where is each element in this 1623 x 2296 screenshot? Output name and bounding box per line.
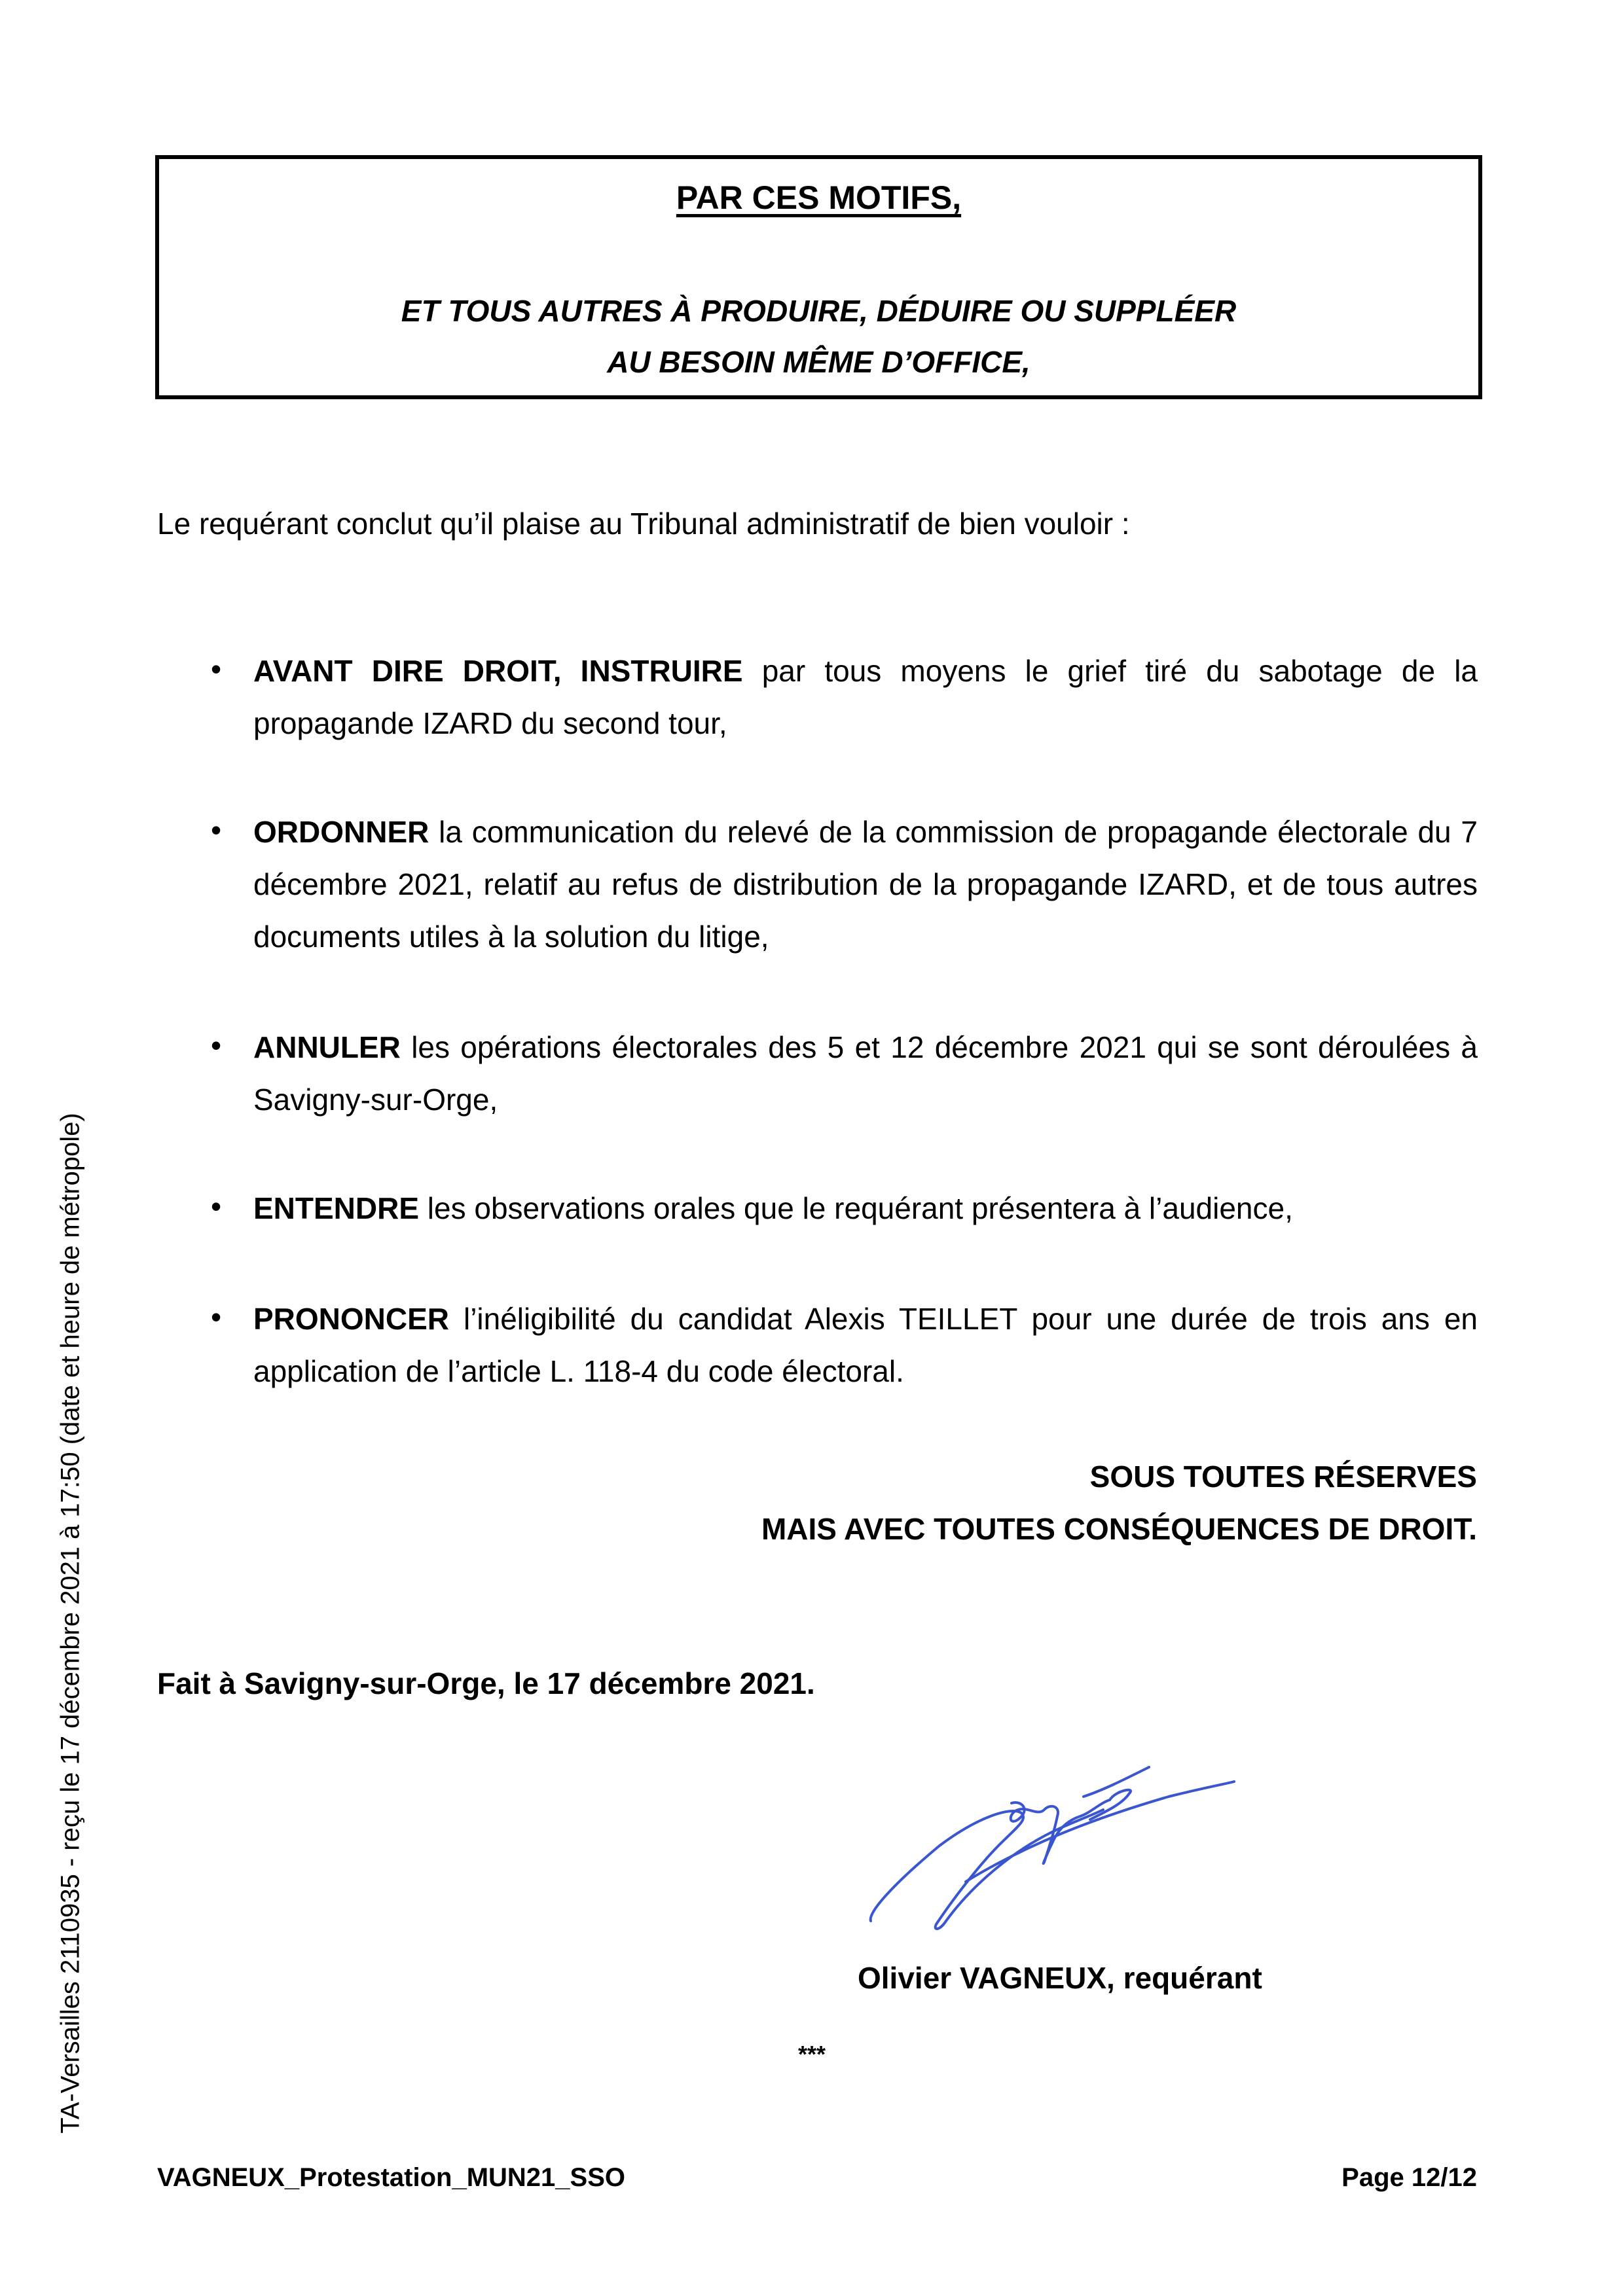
intro-paragraph: Le requérant conclut qu’il plaise au Tribunal administratif de bien vouloir :	[157, 507, 1130, 541]
list-item-verb: ORDONNER	[253, 815, 429, 849]
signature-stroke	[966, 1782, 1234, 1882]
list-item-body: l’inéligibilité du candidat Alexis TEILLET pour une durée de trois ans en application de l’article L. 118-4 du code électoral.	[253, 1302, 1478, 1388]
list-item-text	[253, 645, 1478, 749]
signature-stroke	[1011, 1800, 1110, 1863]
end-separator: ***	[798, 2041, 826, 2068]
header-box	[155, 155, 1482, 399]
list-item-body: par tous moyens le grief tiré du sabotage de la propagande IZARD du second tour,	[253, 654, 1478, 740]
bullet-icon: •	[211, 1300, 222, 1334]
list-item-verb: ANNULER	[253, 1030, 401, 1064]
list-item-verb: ENTENDRE	[253, 1191, 420, 1225]
closing-line-1: SOUS TOUTES RÉSERVES	[1089, 1460, 1477, 1494]
signature-stroke	[1084, 1767, 1149, 1797]
list-item-verb: AVANT DIRE DROIT, INSTRUIRE	[253, 654, 743, 688]
court-receipt-stamp: TA-Versailles 2110935 - reçu le 17 décembre 2021 à 17:50 (date et heure de métropole)	[56, 1113, 85, 2134]
footer-document-name: VAGNEUX_Protestation_MUN21_SSO	[157, 2163, 625, 2192]
place-and-date: Fait à Savigny-sur-Orge, le 17 décembre 2021.	[157, 1666, 815, 1700]
list-item-body: les opérations électorales des 5 et 12 décembre 2021 qui se sont déroulées à Savigny-sur-Orge,	[253, 1030, 1478, 1117]
section-title: PAR CES MOTIFS,	[676, 179, 962, 216]
list-item-text	[253, 1182, 1478, 1234]
bullet-icon: •	[211, 1028, 222, 1062]
list-item-body: les observations orales que le requérant présentera à l’audience,	[419, 1191, 1293, 1225]
bullet-icon: •	[211, 1189, 222, 1223]
signer-name: Olivier VAGNEUX, requérant	[858, 1961, 1262, 1995]
footer-page-number: Page 12/12	[1341, 2163, 1477, 2192]
header-line-2: AU BESOIN MÊME D’OFFICE,	[607, 345, 1030, 379]
list-item-text	[253, 1293, 1478, 1397]
header-line-1: ET TOUS AUTRES À PRODUIRE, DÉDUIRE OU SUPPLÉER	[401, 294, 1237, 328]
bullet-icon: •	[211, 813, 222, 847]
list-item-verb: PRONONCER	[253, 1302, 450, 1336]
signature-image	[841, 1754, 1332, 1950]
closing-formula	[761, 1450, 1477, 1555]
bullet-icon: •	[211, 652, 222, 686]
list-item-text	[253, 806, 1478, 963]
closing-line-2: MAIS AVEC TOUTES CONSÉQUENCES DE DROIT.	[761, 1512, 1477, 1546]
list-item-body: la communication du relevé de la commission de propagande électorale du 7 décembre 2021, relatif au refus de distribution de la propagande IZARD, et de tous autres documents utiles à la solution du litige,	[253, 815, 1478, 954]
list-item-text	[253, 1021, 1478, 1126]
